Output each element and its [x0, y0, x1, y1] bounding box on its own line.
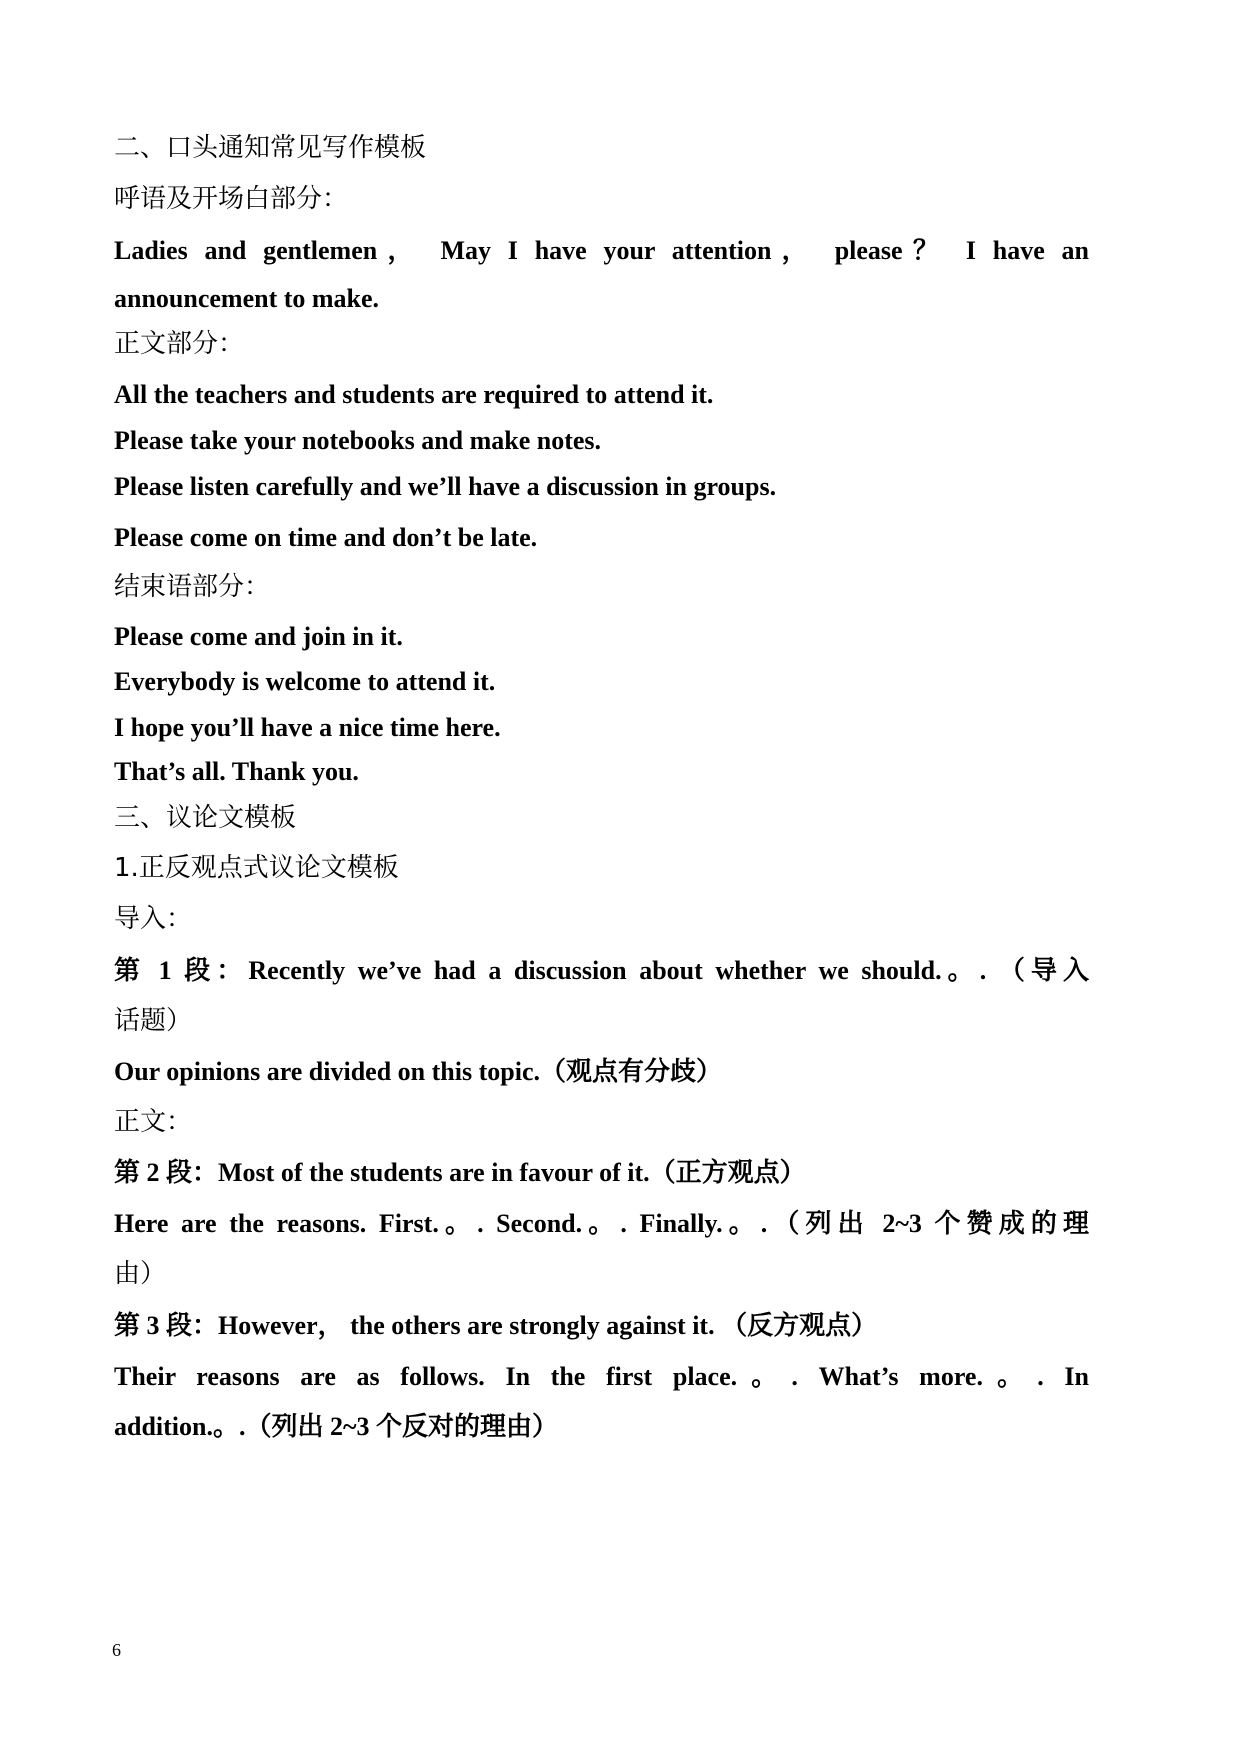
subheading-greeting: 呼语及开场白部分： [114, 184, 349, 214]
text-line: 第 1 段：Recently we’ve had a discussion about whether we should.。. （导入 [114, 956, 1089, 985]
subheading-main-body: 正文： [114, 1107, 193, 1137]
text-line: 第 2 段：Most of the students are in favour of it.（正方观点） [114, 1158, 806, 1187]
subheading-closing: 结束语部分： [114, 572, 271, 602]
page-number: 6 [112, 1640, 121, 1660]
text-line: Please come and join in it. [114, 622, 403, 651]
text-line: Our opinions are divided on this topic.（观点有分歧） [114, 1057, 722, 1086]
text-line: Please take your notebooks and make notes. [114, 426, 602, 455]
text-line: announcement to make. [114, 284, 380, 313]
subheading-pros-cons-template: 1.正反观点式议论文模板 [114, 853, 399, 883]
text-line: Please come on time and don’t be late. [114, 523, 538, 552]
section-heading-oral-notice: 二、口头通知常见写作模板 [114, 133, 427, 163]
text-line: I hope you’ll have a nice time here. [114, 713, 501, 742]
text-line: 由） [114, 1259, 167, 1289]
text-line: Their reasons are as follows. In the first place.。. What’s more.。. In [114, 1362, 1089, 1391]
text-line: addition.。.（列出 2~3 个反对的理由） [114, 1412, 559, 1441]
text-line: That’s all. Thank you. [114, 757, 359, 786]
text-line: All the teachers and students are required to attend it. [114, 380, 714, 409]
text-line: Ladies and gentlemen， May I have your attention， please？ I have an [114, 236, 1089, 265]
text-line: 第 3 段：However， the others are strongly against it. （反方观点） [114, 1311, 878, 1340]
subheading-introduction: 导入： [114, 904, 193, 934]
subheading-body: 正文部分： [114, 329, 245, 359]
text-line: 话题） [114, 1006, 193, 1036]
text-line: Here are the reasons. First.。. Second.。. Finally.。.（列出 2~3 个赞成的理 [114, 1209, 1089, 1238]
text-line: Everybody is welcome to attend it. [114, 667, 496, 696]
text-line: Please listen carefully and we’ll have a discussion in groups. [114, 472, 777, 501]
section-heading-argumentative: 三、议论文模板 [114, 803, 297, 833]
